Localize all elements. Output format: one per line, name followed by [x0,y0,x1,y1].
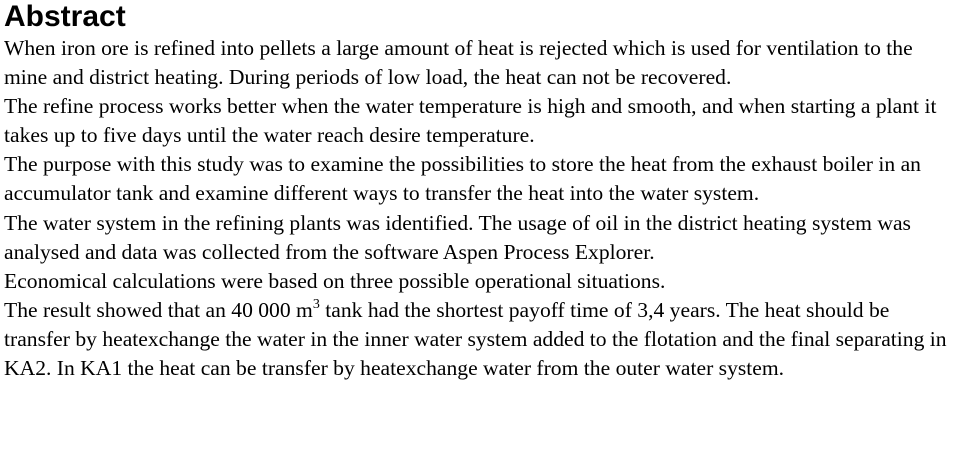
abstract-heading: Abstract [4,0,126,33]
unit-superscript: 3 [312,296,320,312]
abstract-body [4,34,956,383]
paragraph-refine-process: The refine process works better when the water temperature is high and smooth, and when starting a plant it takes up to five days until the water reach desire temperature. [4,94,937,148]
result-text-end: tank had the shortest payoff time of 3,4 years. The heat should be transfer by heatexchange the water in the inner water system added to the flotation and the final separating in KA2. In KA1 the heat can be transfer by heatexchange water from the outer water system. [4,297,947,381]
paragraph-heat-recovery: When iron ore is refined into pellets a large amount of heat is rejected which is used for ventilation to the mine and district heating. During periods of low load, the heat can not be recovered. [4,36,913,90]
result-text-start: The result showed that an 40 000 m [4,297,313,322]
paragraph-economical-calculations: Economical calculations were based on three possible operational situations. [4,268,666,293]
abstract-page [4,0,956,383]
paragraph-study-purpose: The purpose with this study was to examine the possibilities to store the heat from the exhaust boiler in an accumulator tank and examine different ways to transfer the heat into the water system. [4,152,921,206]
paragraph-water-system: The water system in the refining plants was identified. The usage of oil in the district heating system was analysed and data was collected from the software Aspen Process Explorer. [4,210,911,264]
paragraph-result [4,296,956,383]
